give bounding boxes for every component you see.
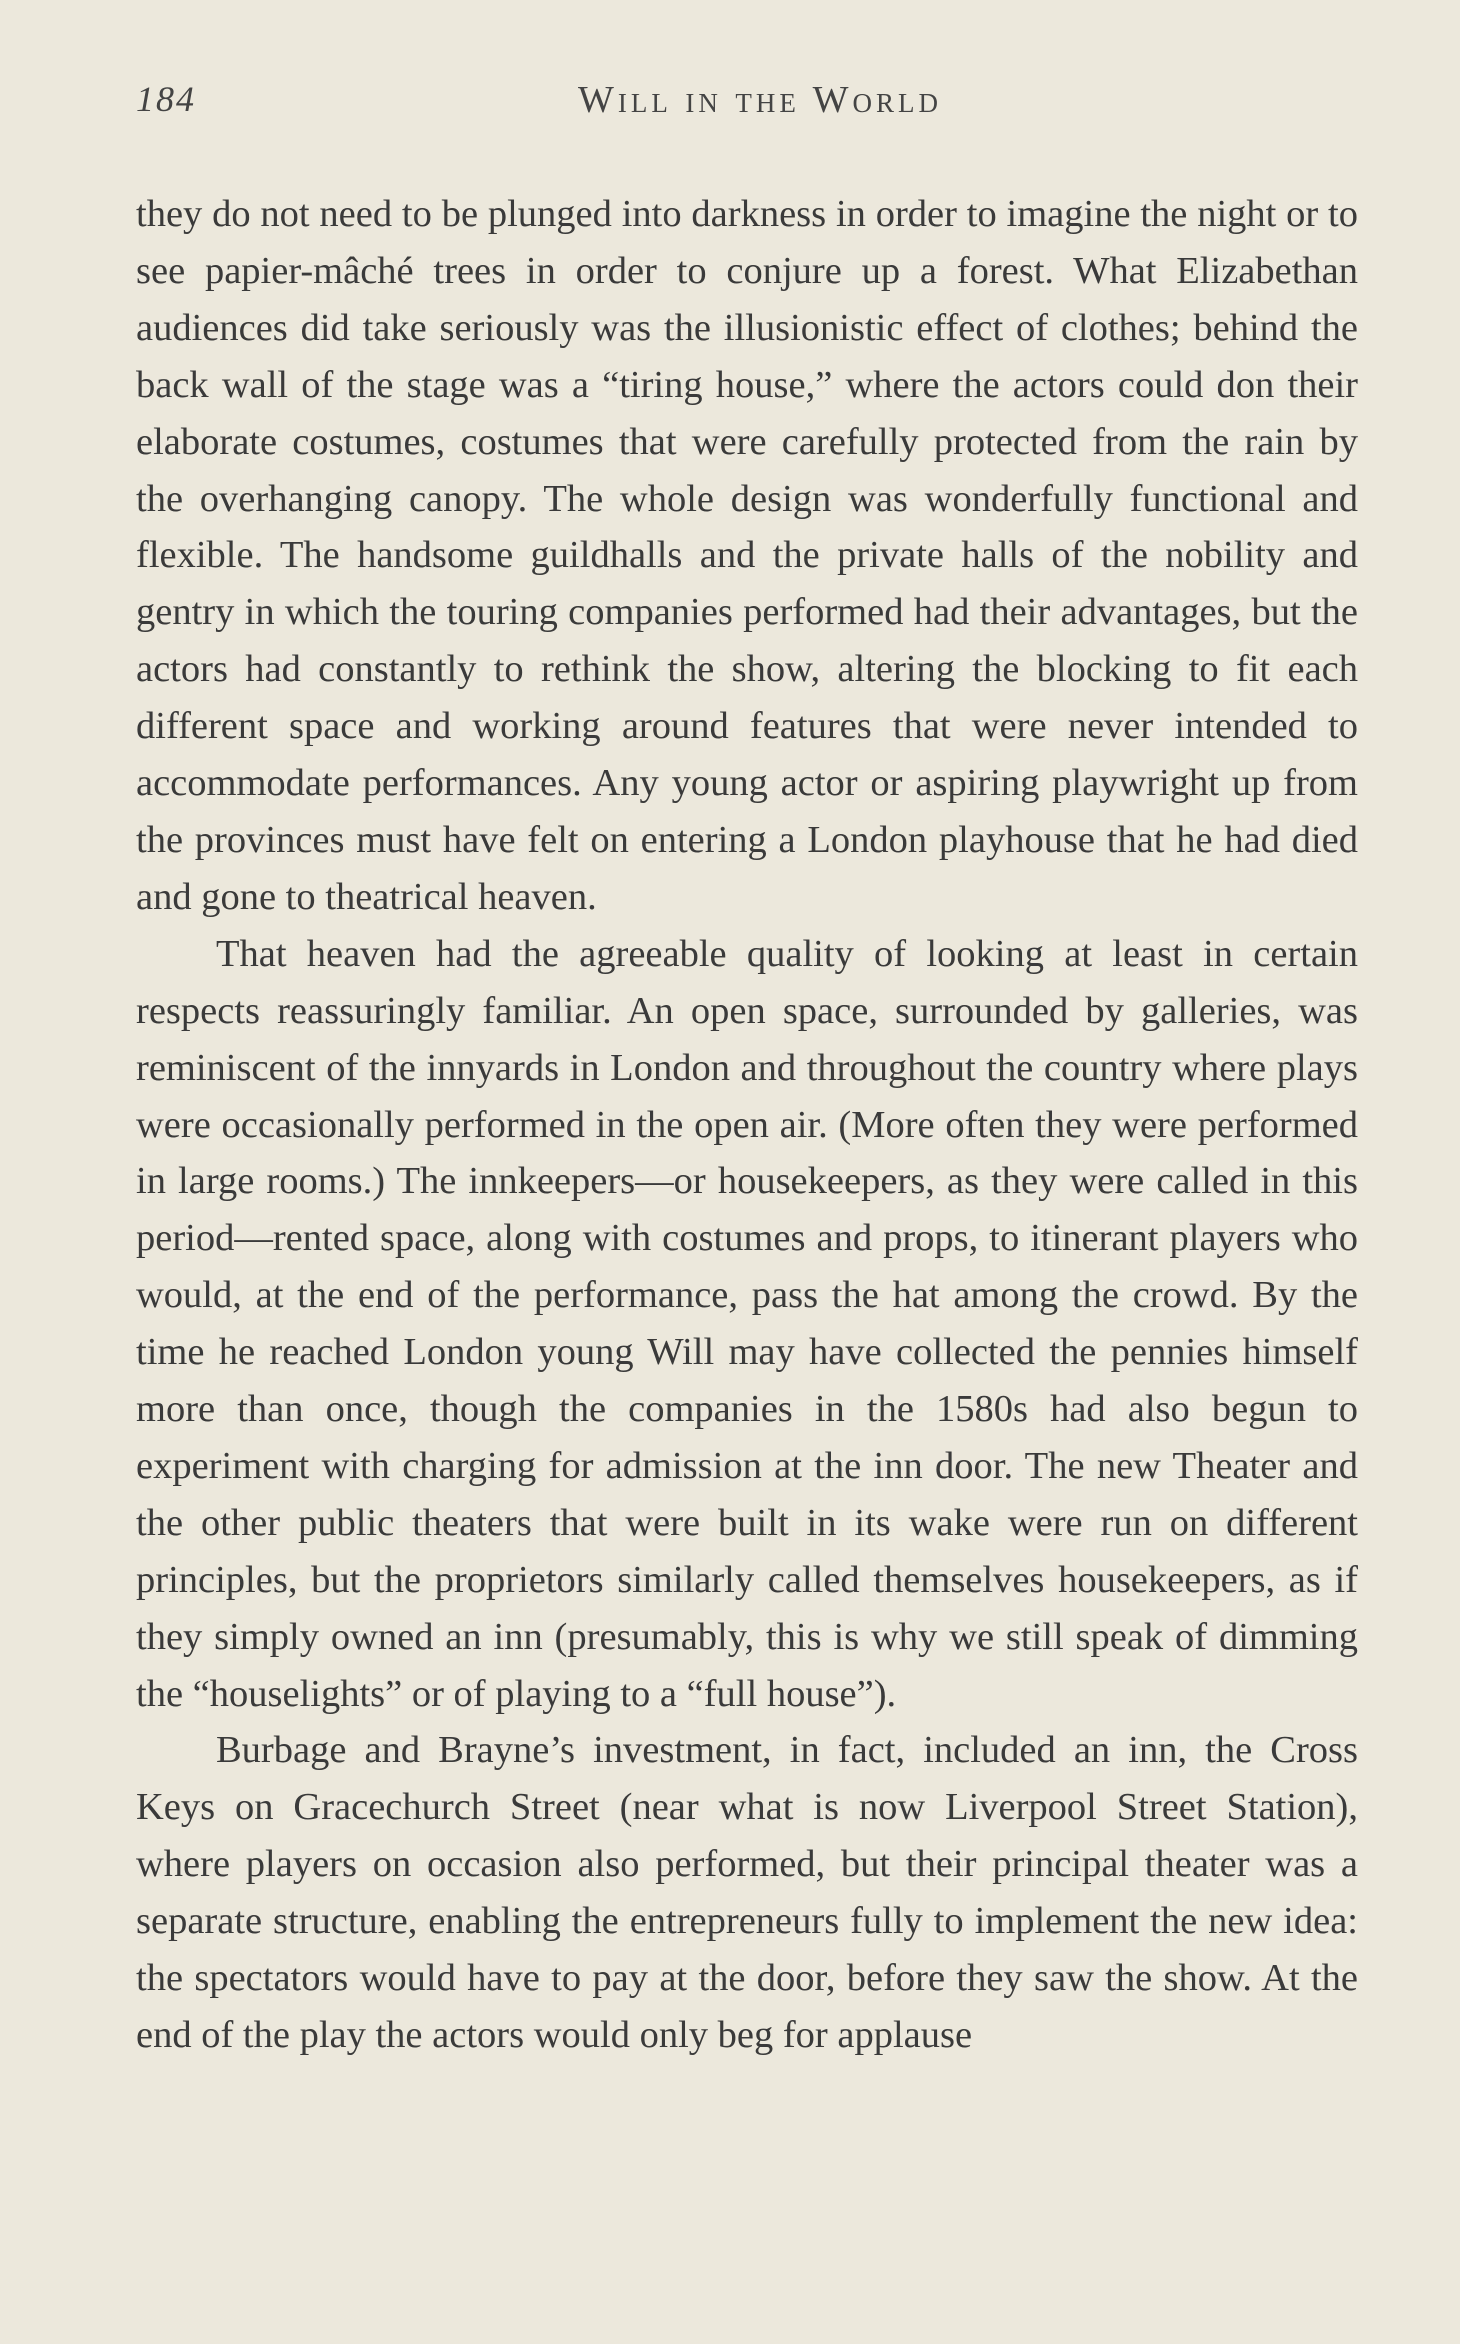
paragraph: Burbage and Brayne’s investment, in fact, included an inn, the Cross Keys on Gracechurch Street (near what is now Liverpool Street Station), where players on occasion also performed, but their principal theater was a separate structure, enabling the entrepreneurs fully to implement the new idea: the spectators would have to pay at the door, before they saw the show. At the end of the play the actors would only beg for applause bbox=[136, 1729, 1358, 2056]
paragraph: That heaven had the agreeable quality of looking at least in certain respects reassuringly familiar. An open space, surrounded by galleries, was reminiscent of the innyards in London and throughout the country where plays were occasionally performed in the open air. (More often they were performed in large rooms.) The innkeepers—or housekeepers, as they were called in this period—rented space, along with costumes and props, to itinerant players who would, at the end of the performance, pass the hat among the crowd. By the time he reached London young Will may have collected the pennies himself more than once, though the companies in the 1580s had also begun to experiment with charging for admission at the inn door. The new Theater and the other public theaters that were built in its wake were run on different principles, but the proprietors similarly called themselves housekeepers, as if they simply owned an inn (presumably, this is why we still speak of dimming the “houselights” or of playing to a “full house”). bbox=[136, 932, 1358, 1715]
body-text bbox=[136, 186, 1358, 2064]
page-number: 184 bbox=[136, 79, 196, 119]
book-title: Will in the World bbox=[578, 79, 942, 121]
running-head bbox=[136, 78, 1360, 128]
paragraph-continued: they do not need to be plunged into darkness in order to imagine the night or to see papier-mâché trees in order to conjure up a forest. What Elizabethan audiences did take seriously was the illusionistic effect of clothes; behind the back wall of the stage was a “tiring house,” where the actors could don their elaborate costumes, costumes that were carefully protected from the rain by the overhanging canopy. The whole design was wonderfully functional and flexible. The handsome guildhalls and the private halls of the nobility and gentry in which the touring companies performed had their advantages, but the actors had constantly to rethink the show, altering the blocking to fit each different space and working around features that were never intended to accommodate performances. Any young actor or aspiring playwright up from the provinces must have felt on entering a London playhouse that he had died and gone to theatrical heaven. bbox=[136, 193, 1358, 918]
